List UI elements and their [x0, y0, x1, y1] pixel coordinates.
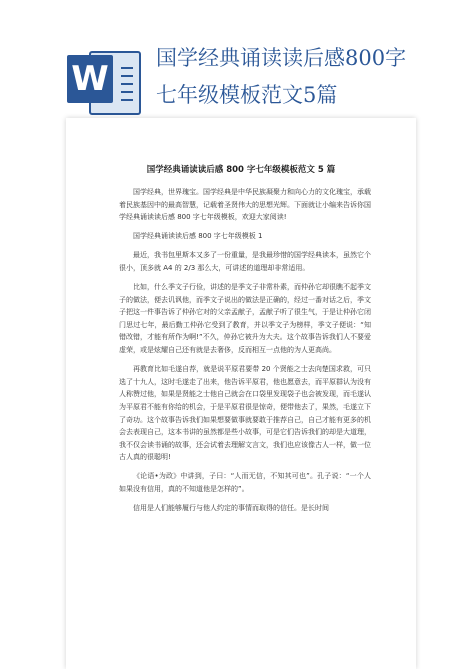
paragraph: 再教育比如毛遂自荐，就是说平原君要带 20 个贤能之士去向楚国求救，可只选了十九人，这时毛遂走了出来，他告诉平原君，他也愿意去，而平原群认为没有人称赞过他，如果是贤能之士他自己就会在口袋里发现袋子也会被发现，而毛遂认为平原君不能有你给的机会，于是平原君很是惊奇，便带他去了，果然，毛遂立下了奇功。这个故事告诉我们如果想要做事就要敢于推荐自己，自己才能有更多的机会去表现自己，这本书讲的虽然都是些小故事，可是它们告诉我们的却是大道理，我不仅会读书诵的故事，还会试着去理解文言文，我们也应该像古人一样，做一位古人真的很聪明! [119, 365, 371, 462]
page-title-line-2: 七年级模板范文5篇 [156, 83, 338, 107]
page-title-line-1: 国学经典诵读读后感800字 [156, 46, 407, 70]
page-title [156, 40, 466, 114]
section-heading: 国学经典诵读读后感 800 字七年级模板 1 [133, 232, 263, 241]
word-letter: W [67, 55, 113, 103]
paragraph: 比如，什么季文子行俭，讲述的是季文子非常朴素，而仲孙它却很瞧不起季文子的做法，便去讥讽他，而季文子说出的做法是正确的，经过一番对话之后，季文子把这一件事告诉了仲孙它对的父亲孟献子，孟献子听了很生气，于是让仲孙它闭门思过七年，最后勤工仲孙它受到了教育，并以季文子为榜样，季文子便说：“知错改错，才能有所作为啊!”不久，仲孙它被升为大夫。这个故事告诉我们人不要爱虚荣，或是炫耀自己还有就是去奢侈，反而相互一点他的为人更高尚。 [119, 283, 371, 355]
document-title: 国学经典诵读读后感 800 字七年级模板范文 5 篇 [146, 165, 336, 175]
paragraph: 信用是人们能够履行与他人约定的事情而取得的信任。是长时间 [133, 504, 329, 513]
document-preview [66, 118, 416, 669]
paragraph: 《论语•为政》中讲到，子曰：“人而无信，不知其可也”。孔子说：“一个人如果没有信用，真的不知道他是怎样的”。 [119, 472, 371, 493]
document-body [119, 186, 371, 521]
paragraph-intro: 国学经典，世界瑰宝。国学经典是中华民族凝聚力和向心力的文化瑰宝，承载着民族基因中的最高智慧，记载着圣贤伟大的思想光辉。下面就让小编来告诉你国学经典诵读读后感 800 字七年级模板，欢迎大家阅读! [119, 188, 371, 222]
paragraph: 最近，我书包里斯本又多了一份重量，是我最珍惜的国学经典读本，虽然它个很小，顶多就 A4 的 2/3 那么大，可讲述的道理却非常适用。 [119, 251, 371, 272]
word-icon [67, 43, 143, 119]
